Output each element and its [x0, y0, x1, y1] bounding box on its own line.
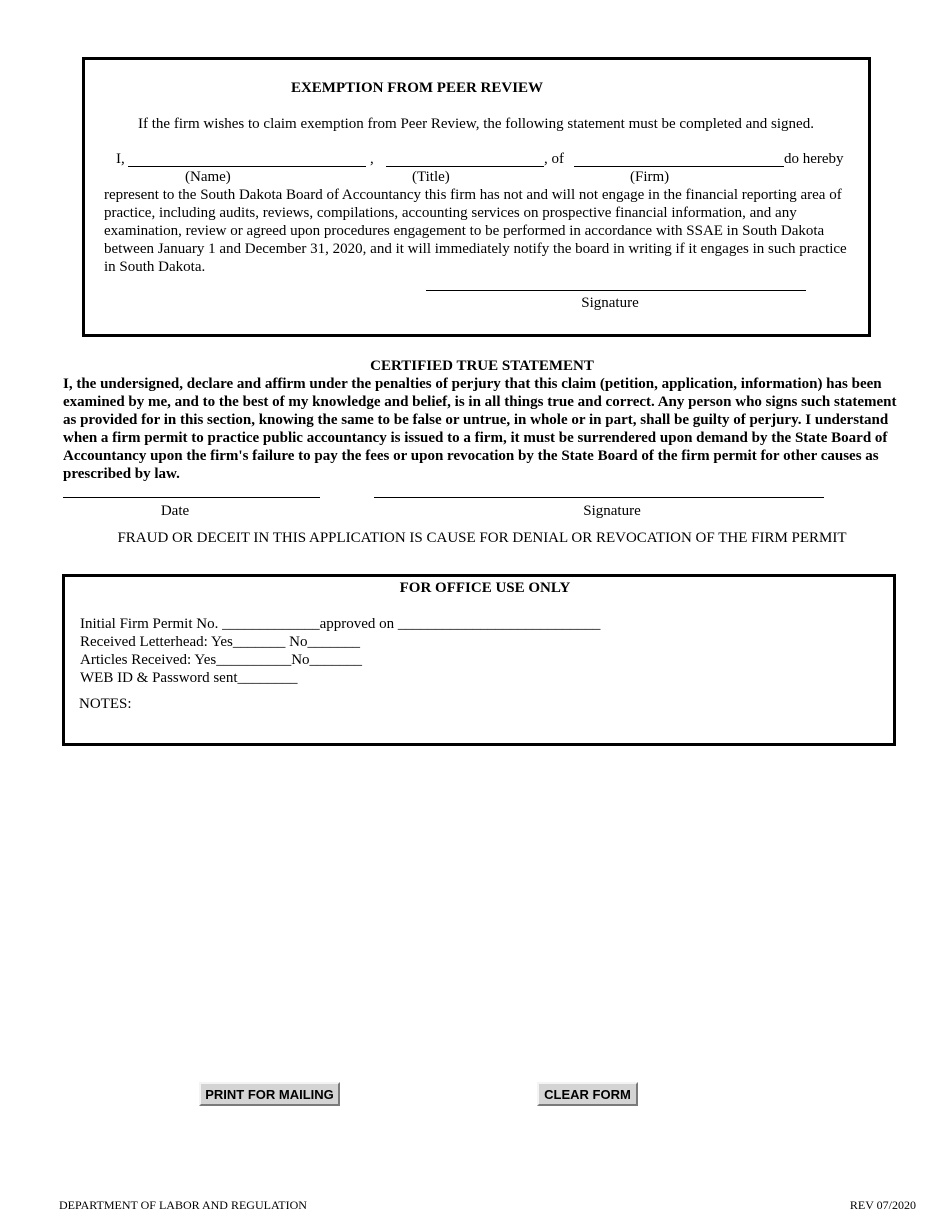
do-hereby-text: do hereby: [784, 151, 844, 167]
permit-line: Initial Firm Permit No. _____________approved on ___________________________: [80, 616, 601, 632]
exemption-signature-field[interactable]: [426, 290, 806, 291]
date-label: Date: [160, 503, 190, 519]
statement-prefix: I,: [116, 151, 125, 167]
footer-department: DEPARTMENT OF LABOR AND REGULATION: [59, 1198, 307, 1212]
certified-body: I, the undersigned, declare and affirm under the penalties of perjury that this claim (petition, application, information) has been examined by me, and to the best of my knowledge and belief, is in all things true and correct. Any person who signs such statement as provided for in this section, knowing the same to be false or untrue, in whole or in part, shall be guilty of perjury. I understand when a firm permit to practice public accountancy is issued to a firm, it must be surrendered upon demand by the State Board of Accountancy upon the firm's failure to pay the fees or upon revocation by the State Board of the firm permit for other causes as prescribed by law.: [63, 376, 897, 482]
certified-title: CERTIFIED TRUE STATEMENT: [370, 358, 594, 374]
fraud-notice: FRAUD OR DECEIT IN THIS APPLICATION IS CAUSE FOR DENIAL OR REVOCATION OF THE FIRM PERMIT: [117, 530, 847, 546]
name-label: (Name): [185, 169, 231, 185]
articles-line: Articles Received: Yes__________No_______: [80, 652, 363, 668]
of-text: , of: [544, 151, 564, 167]
office-title: FOR OFFICE USE ONLY: [399, 580, 571, 596]
name-field[interactable]: [128, 166, 366, 167]
date-field[interactable]: [63, 497, 320, 498]
webid-line: WEB ID & Password sent________: [80, 670, 298, 686]
title-field[interactable]: [386, 166, 544, 167]
letterhead-line: Received Letterhead: Yes_______ No_______: [80, 634, 360, 650]
exemption-intro: If the firm wishes to claim exemption from Peer Review, the following statement must be completed and signed.: [138, 116, 814, 132]
office-fields: [80, 615, 600, 687]
footer-revision: REV 07/2020: [849, 1198, 916, 1212]
exemption-title: EXEMPTION FROM PEER REVIEW: [290, 80, 544, 96]
title-label: (Title): [412, 169, 450, 185]
exemption-body: represent to the South Dakota Board of Accountancy this firm has not and will not engage in the financial reporting area of practice, including audits, reviews, compilations, accounting services on prospective financial information, and any examination, review or agreed upon procedures engagement to be performed in accordance with SSAE in South Dakota between January 1 and December 31, 2020, and it will immediately notify the board in writing if it engages in such practice in South Dakota.: [104, 187, 847, 275]
firm-label: (Firm): [630, 169, 670, 185]
exemption-signature-label: Signature: [581, 295, 639, 311]
notes-label: NOTES:: [79, 696, 132, 712]
print-for-mailing-button[interactable]: PRINT FOR MAILING: [199, 1082, 340, 1106]
firm-field[interactable]: [574, 166, 784, 167]
certified-signature-label: Signature: [583, 503, 641, 519]
name-comma: ,: [370, 151, 374, 167]
clear-form-button[interactable]: CLEAR FORM: [537, 1082, 638, 1106]
certified-signature-field[interactable]: [374, 497, 824, 498]
